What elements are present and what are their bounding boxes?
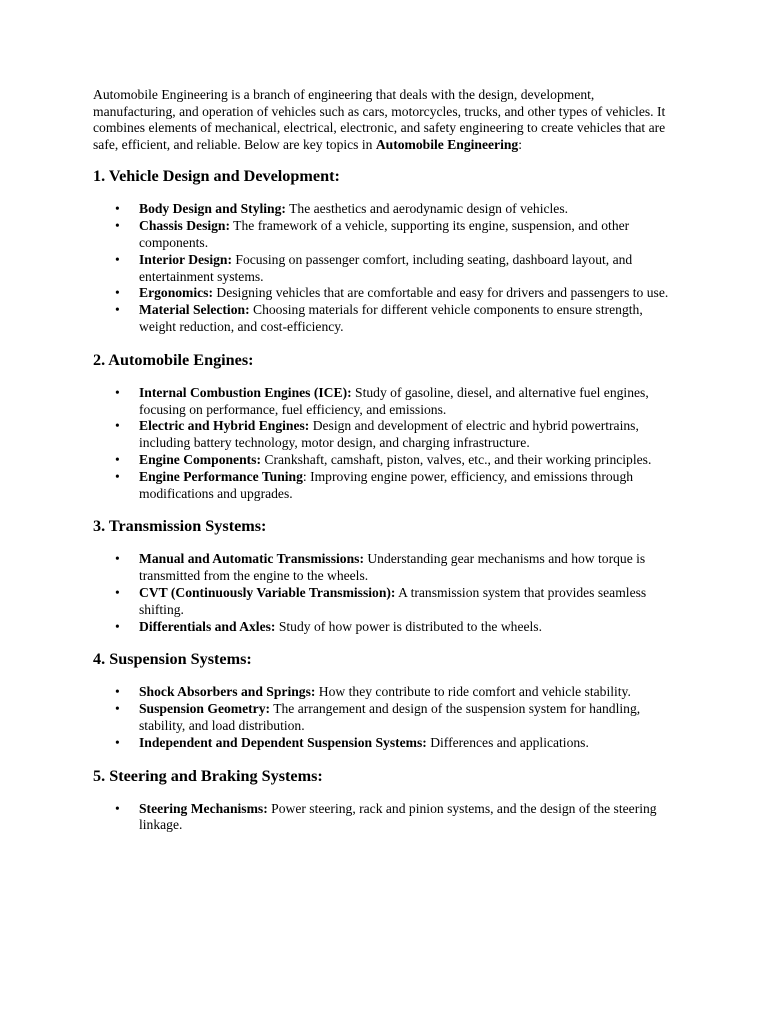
list-item (93, 684, 676, 701)
item-desc: The aesthetics and aerodynamic design of vehicles. (285, 201, 569, 217)
section (93, 166, 676, 335)
item-term: CVT (Continuously Variable Transmission): (139, 584, 396, 600)
item-desc: A transmission system that provides seamless shifting. (139, 584, 647, 617)
item-desc: Choosing materials for different vehicle components to ensure strength, weight reduction, and cost-efficiency. (139, 302, 643, 334)
section-heading: 3. Transmission Systems: (93, 517, 267, 536)
section (93, 516, 676, 635)
item-desc: Understanding gear mechanisms and how torque is transmitted from the engine to the wheels. (139, 551, 646, 584)
item-desc: Differences and applications. (426, 734, 589, 750)
section (93, 649, 676, 751)
item-term: Shock Absorbers and Springs: (139, 684, 316, 700)
list-item (93, 585, 676, 619)
item-desc: : Improving engine power, efficiency, and emissions through modifications and upgrades. (139, 468, 634, 501)
item-term: Steering Mechanisms: (139, 800, 268, 816)
item-term: Independent and Dependent Suspension Systems: (139, 734, 427, 750)
list-item (93, 285, 676, 302)
item-term: Differentials and Axles: (139, 618, 276, 634)
section-list (93, 684, 676, 751)
list-item (93, 619, 676, 636)
item-term: Internal Combustion Engines (ICE): (139, 384, 352, 400)
item-term: Chassis Design: (139, 218, 231, 234)
item-term: Engine Performance Tuning (139, 468, 303, 484)
list-item (93, 252, 676, 286)
intro-text: Automobile Engineering is a branch of engineering that deals with the design, development, manufacturing, and operation of vehicles such as cars, motorcycles, trucks, and other types of vehicles. It combines elements of mechanical, electrical, electronic, and safety engineering to create vehicles that are safe, efficient, and reliable. Below are key topics in (93, 87, 666, 152)
item-desc: Design and development of electric and hybrid powertrains, including battery technology, motor design, and charging infrastructure. (139, 418, 639, 451)
section-heading: 4. Suspension Systems: (93, 650, 252, 669)
item-term: Ergonomics: (139, 285, 214, 301)
item-desc: The arrangement and design of the suspension system for handling, stability, and load distribution. (139, 701, 641, 733)
item-desc: How they contribute to ride comfort and vehicle stability. (315, 684, 631, 700)
item-term: Engine Components: (139, 451, 261, 467)
item-term: Material Selection: (139, 302, 250, 318)
section-list (93, 551, 676, 635)
item-desc: Designing vehicles that are comfortable and easy for drivers and passengers to use. (213, 285, 669, 301)
item-desc: Study of how power is distributed to the wheels. (275, 618, 542, 634)
item-desc: Power steering, rack and pinion systems, and the design of the steering linkage. (139, 800, 657, 833)
item-term: Electric and Hybrid Engines: (139, 418, 310, 434)
section-heading: 5. Steering and Braking Systems: (93, 766, 323, 785)
intro-bold-term: Automobile Engineering (375, 136, 519, 152)
item-desc: The framework of a vehicle, supporting its engine, suspension, and other components. (139, 218, 630, 250)
item-term: Interior Design: (139, 251, 233, 267)
list-item (93, 801, 676, 835)
list-item (93, 201, 676, 218)
item-desc: Focusing on passenger comfort, including seating, dashboard layout, and entertainment systems. (139, 251, 633, 284)
section-list (93, 385, 676, 503)
item-term: Body Design and Styling: (139, 201, 286, 217)
list-item (93, 418, 676, 452)
list-item (93, 218, 676, 252)
list-item (93, 452, 676, 469)
list-item (93, 551, 676, 585)
section (93, 350, 676, 503)
list-item (93, 302, 676, 336)
section-heading: 1. Vehicle Design and Development: (93, 167, 340, 186)
item-desc: Crankshaft, camshaft, piston, valves, etc., and their working principles. (261, 451, 652, 467)
intro-end: : (518, 136, 522, 152)
item-desc: Study of gasoline, diesel, and alternative fuel engines, focusing on performance, fuel efficiency, and emissions. (139, 384, 649, 417)
list-item (93, 469, 676, 503)
section-heading: 2. Automobile Engines: (93, 350, 254, 369)
section-list (93, 801, 676, 835)
section-list (93, 201, 676, 335)
item-term: Manual and Automatic Transmissions: (139, 551, 364, 567)
item-term: Suspension Geometry: (139, 701, 271, 717)
list-item (93, 735, 676, 752)
list-item (93, 385, 676, 419)
section (93, 766, 676, 835)
list-item (93, 701, 676, 735)
intro-paragraph (93, 87, 676, 153)
